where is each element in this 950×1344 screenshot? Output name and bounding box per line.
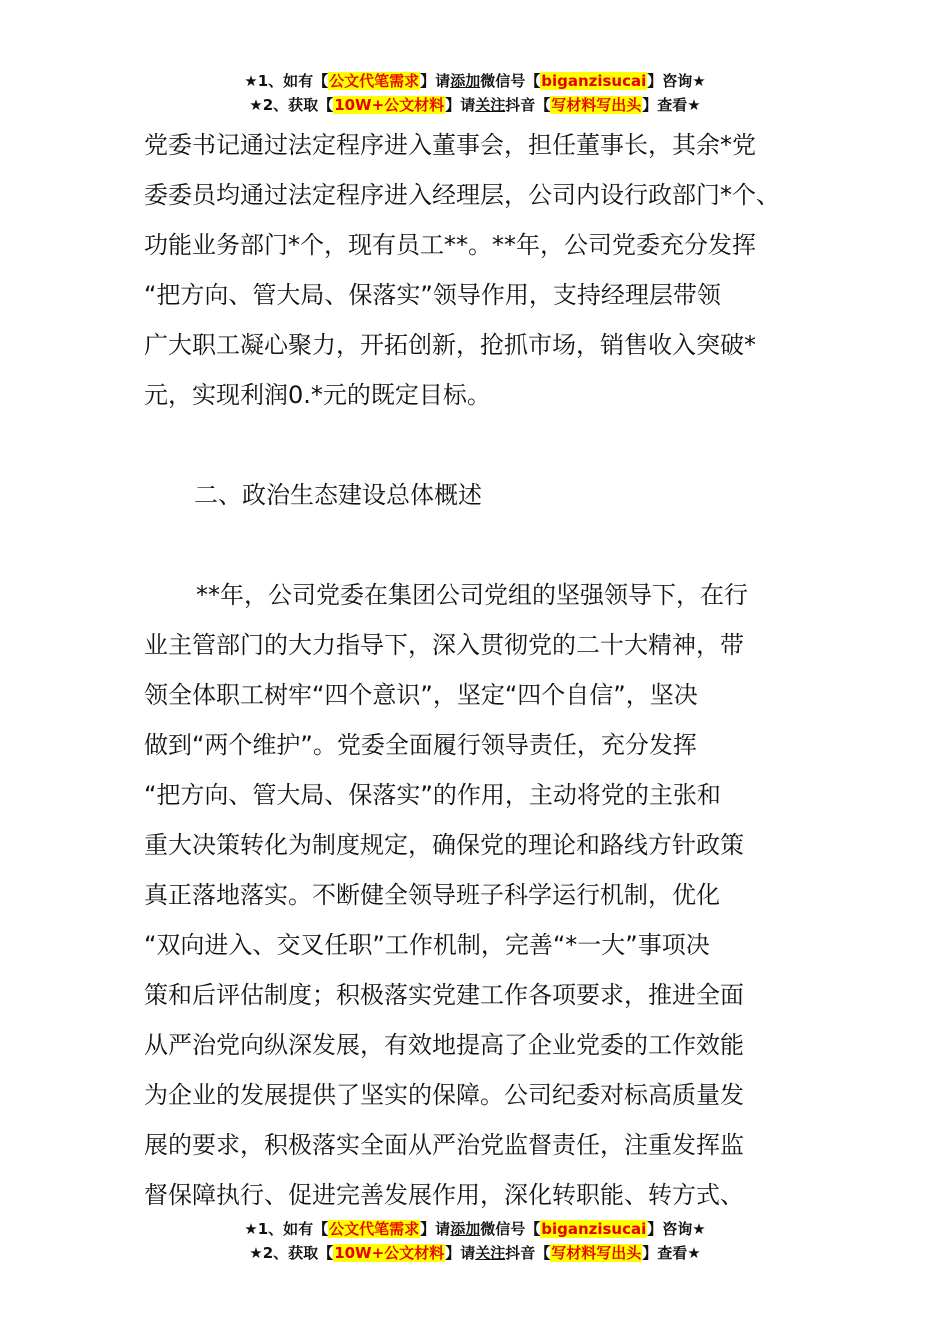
underline-add: 添加 bbox=[450, 1220, 481, 1238]
body-line: “双向进入、交叉任职”工作机制，完善“*一大”事项决 bbox=[144, 931, 710, 959]
document-body bbox=[144, 120, 824, 1220]
body-line: 重大决策转化为制度规定，确保党的理论和路线方针政策 bbox=[144, 831, 744, 859]
highlight-douyin: 写材料写出头 bbox=[551, 96, 642, 114]
spacer bbox=[144, 420, 824, 470]
body-line: 从严治党向纵深发展，有效地提高了企业党委的工作效能 bbox=[144, 1031, 744, 1059]
body-line: “把方向、管大局、保落实”的作用，主动将党的主张和 bbox=[144, 781, 721, 809]
body-line: 功能业务部门*个，现有员工**。**年，公司党委充分发挥 bbox=[144, 231, 756, 259]
body-line: 真正落地落实。不断健全领导班子科学运行机制，优化 bbox=[144, 881, 720, 909]
highlight-materials: 10W+公文材料 bbox=[334, 1244, 445, 1262]
highlight-service: 公文代笔需求 bbox=[329, 1220, 420, 1238]
underline-follow: 关注 bbox=[475, 1244, 506, 1262]
highlight-service: 公文代笔需求 bbox=[329, 72, 420, 90]
body-line: 展的要求，积极落实全面从严治党监督责任，注重发挥监 bbox=[144, 1131, 744, 1159]
section-heading: 二、政治生态建设总体概述 bbox=[194, 481, 482, 509]
body-line: 策和后评估制度；积极落实党建工作各项要求，推进全面 bbox=[144, 981, 744, 1009]
header-banner bbox=[0, 70, 950, 118]
underline-follow: 关注 bbox=[475, 96, 506, 114]
highlight-wechat-id: biganzisucai bbox=[541, 1220, 647, 1238]
body-line: **年，公司党委在集团公司党组的坚强领导下，在行 bbox=[196, 581, 748, 609]
banner-line-2: ★2、获取【10W+公文材料】请关注抖音【写材料写出头】查看★ bbox=[249, 1244, 701, 1262]
body-line: 为企业的发展提供了坚实的保障。公司纪委对标高质量发 bbox=[144, 1081, 744, 1109]
highlight-materials: 10W+公文材料 bbox=[334, 96, 445, 114]
spacer bbox=[144, 520, 824, 570]
banner-line-1: ★1、如有【公文代笔需求】请添加微信号【biganzisucai】咨询★ bbox=[244, 72, 706, 90]
body-line: 领全体职工树牢“四个意识”，坚定“四个自信”，坚决 bbox=[144, 681, 698, 709]
body-line: 委委员均通过法定程序进入经理层，公司内设行政部门*个、 bbox=[144, 181, 780, 209]
body-line: 党委书记通过法定程序进入董事会，担任董事长，其余*党 bbox=[144, 131, 756, 159]
body-line: 元，实现利润0.*元的既定目标。 bbox=[144, 381, 491, 409]
body-line: 业主管部门的大力指导下，深入贯彻党的二十大精神，带 bbox=[144, 631, 744, 659]
body-line: 广大职工凝心聚力，开拓创新，抢抓市场，销售收入突破* bbox=[144, 331, 756, 359]
body-line: 督保障执行、促进完善发展作用，深化转职能、转方式、 bbox=[144, 1181, 744, 1209]
footer-banner bbox=[0, 1218, 950, 1266]
body-line: “把方向、管大局、保落实”领导作用，支持经理层带领 bbox=[144, 281, 721, 309]
body-line: 做到“两个维护”。党委全面履行领导责任，充分发挥 bbox=[144, 731, 697, 759]
underline-add: 添加 bbox=[450, 72, 481, 90]
banner-line-1: ★1、如有【公文代笔需求】请添加微信号【biganzisucai】咨询★ bbox=[244, 1220, 706, 1238]
highlight-douyin: 写材料写出头 bbox=[551, 1244, 642, 1262]
banner-line-2: ★2、获取【10W+公文材料】请关注抖音【写材料写出头】查看★ bbox=[249, 96, 701, 114]
highlight-wechat-id: biganzisucai bbox=[541, 72, 647, 90]
